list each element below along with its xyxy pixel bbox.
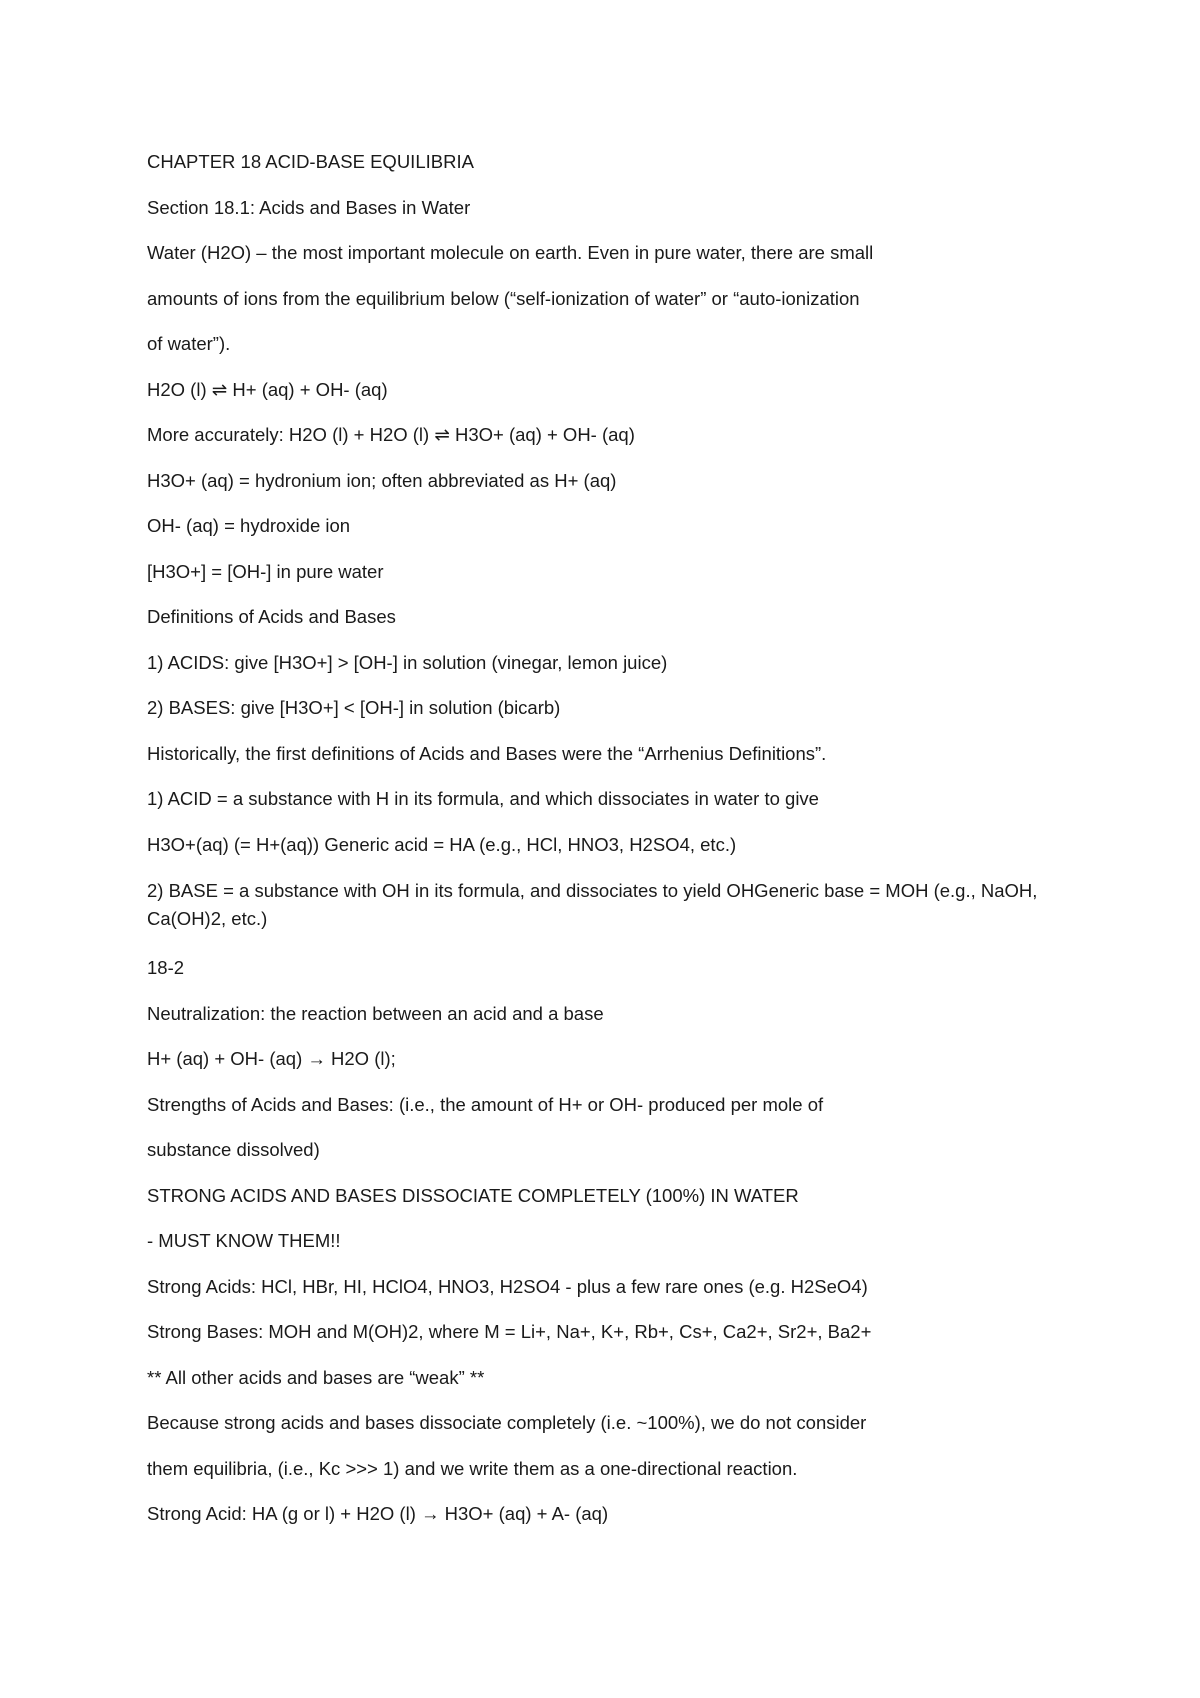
text-line: amounts of ions from the equilibrium below (“self-ionization of water” or “auto-ionization: [147, 288, 860, 309]
text-line: 1) ACID = a substance with H in its formula, and which dissociates in water to give: [147, 788, 819, 809]
text-line: H3O+(aq) (= H+(aq)) Generic acid = HA (e.g., HCl, HNO3, H2SO4, etc.): [147, 834, 737, 855]
text-line: Strong Acids: HCl, HBr, HI, HClO4, HNO3, H2SO4 - plus a few rare ones (e.g. H2SeO4): [147, 1276, 868, 1297]
text-line: STRONG ACIDS AND BASES DISSOCIATE COMPLETELY (100%) IN WATER: [147, 1185, 799, 1206]
text-line: Strong Bases: MOH and M(OH)2, where M = Li+, Na+, K+, Rb+, Cs+, Ca2+, Sr2+, Ba2+: [147, 1321, 872, 1342]
text-line: ** All other acids and bases are “weak” **: [147, 1367, 485, 1388]
equation-line: H2O (l) ⇌ H+ (aq) + OH- (aq): [147, 379, 388, 400]
text-line: OH- (aq) = hydroxide ion: [147, 515, 351, 536]
text-line: - MUST KNOW THEM!!: [147, 1230, 341, 1251]
text-line: [H3O+] = [OH-] in pure water: [147, 561, 384, 582]
text-line: 2) BASE = a substance with OH in its formula, and dissociates to yield OHGeneric base = MOH (e.g., NaOH, Ca(OH)2, etc.): [147, 880, 1038, 929]
text-line: Water (H2O) – the most important molecule on earth. Even in pure water, there are small: [147, 242, 874, 263]
subheading-line: Definitions of Acids and Bases: [147, 606, 396, 627]
chapter-title: CHAPTER 18 ACID-BASE EQUILIBRIA: [147, 151, 474, 172]
equation-line: H+ (aq) + OH- (aq) → H2O (l);: [147, 1048, 396, 1069]
text-line: substance dissolved): [147, 1139, 320, 1160]
text-line: Historically, the first definitions of Acids and Bases were the “Arrhenius Definitions”.: [147, 743, 827, 764]
text-line: Because strong acids and bases dissociate completely (i.e. ~100%), we do not consider: [147, 1412, 867, 1433]
page-number: 18-2: [147, 957, 185, 978]
equation-line: More accurately: H2O (l) + H2O (l) ⇌ H3O+ (aq) + OH- (aq): [147, 424, 635, 445]
text-line: 1) ACIDS: give [H3O+] > [OH-] in solution (vinegar, lemon juice): [147, 652, 668, 673]
text-line: of water”).: [147, 333, 231, 354]
text-line: H3O+ (aq) = hydronium ion; often abbreviated as H+ (aq): [147, 470, 617, 491]
text-line: Neutralization: the reaction between an acid and a base: [147, 1003, 604, 1024]
text-line: 2) BASES: give [H3O+] < [OH-] in solution (bicarb): [147, 697, 561, 718]
section-heading: Section 18.1: Acids and Bases in Water: [147, 197, 471, 218]
text-line: Strengths of Acids and Bases: (i.e., the amount of H+ or OH- produced per mole of: [147, 1094, 824, 1115]
text-line: them equilibria, (i.e., Kc >>> 1) and we write them as a one-directional reaction.: [147, 1458, 798, 1479]
equation-line: Strong Acid: HA (g or l) + H2O (l) → H3O+ (aq) + A- (aq): [147, 1503, 609, 1524]
